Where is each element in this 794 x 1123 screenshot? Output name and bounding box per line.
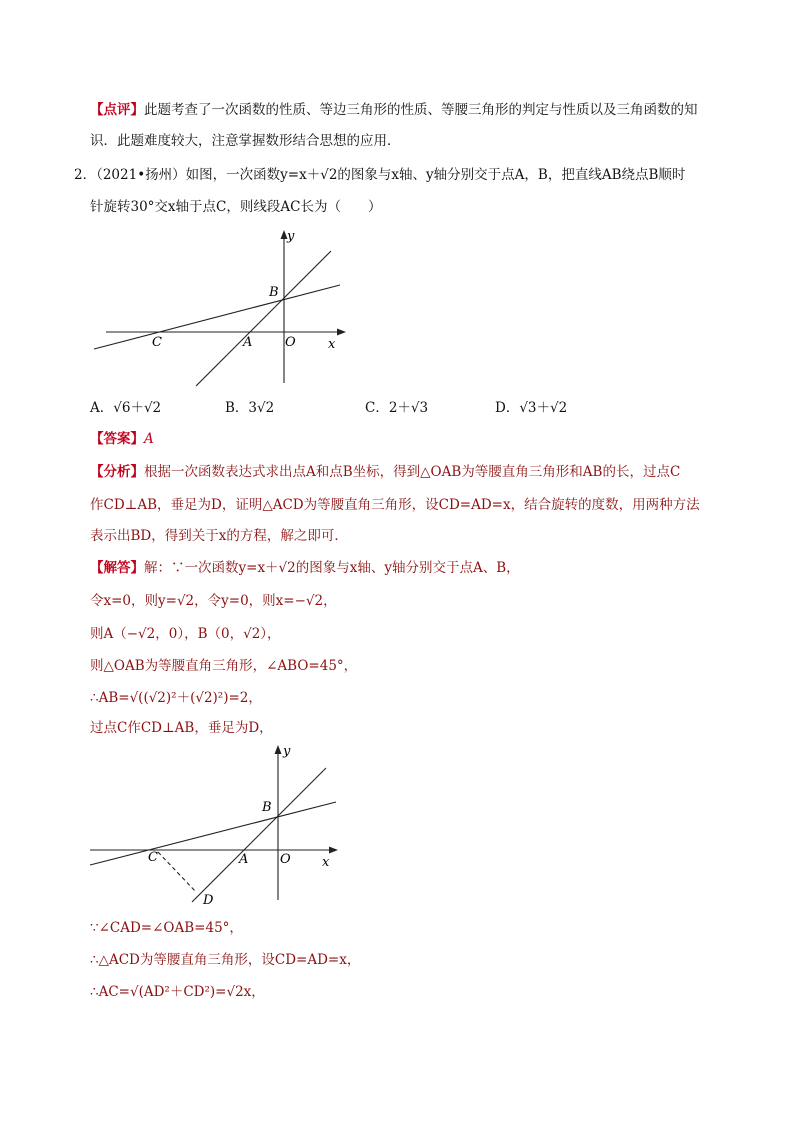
fig2-label-b: B [262, 800, 272, 815]
comment-text-1: 此题考查了一次函数的性质、等边三角形的性质、等腰三角形的判定与性质以及三角函数的知 [144, 102, 698, 118]
problem-line-2 [90, 197, 381, 217]
solution-text-9: ∴AC=√(AD²＋CD²)=√2x， [90, 984, 265, 1000]
comment-line-1 [90, 100, 698, 120]
figure-2 [86, 740, 366, 910]
solution-tag: 【解答】 [90, 560, 144, 576]
option-d[interactable] [495, 398, 567, 418]
solution-line-5 [90, 688, 262, 708]
fig1-line-cb [94, 285, 340, 349]
analysis-text-1: 根据一次函数表达式求出点A和点B坐标，得到△OAB为等腰直角三角形和AB的长，过点C [144, 464, 681, 480]
fig2-label-c: C [148, 850, 158, 865]
option-d-letter: D． [495, 400, 520, 416]
fig1-label-x: x [328, 337, 336, 352]
solution-line-1 [90, 558, 520, 578]
fig2-label-o: O [280, 852, 291, 867]
option-c[interactable] [365, 398, 428, 418]
answer-line [90, 429, 154, 449]
solution-line-9 [90, 982, 265, 1002]
fig1-label-c: C [152, 335, 162, 350]
fig1-label-o: O [285, 335, 296, 350]
option-c-value: 2＋√3 [388, 400, 429, 416]
solution-line-8 [90, 950, 360, 970]
solution-text-5: ∴AB=√((√2)²＋(√2)²)=2， [90, 690, 262, 706]
problem-number: 2． [74, 167, 97, 183]
fig2-label-a: A [239, 852, 249, 867]
analysis-text-2: 作CD⊥AB，垂足为D，证明△ACD为等腰直角三角形，设CD=AD=x，结合旋转的度数，用两种方法 [90, 497, 700, 513]
figure-1 [88, 225, 368, 395]
fig1-label-a: A [243, 335, 253, 350]
fig2-segment-cd [158, 852, 196, 892]
solution-text-1: 解：∵一次函数y=x＋√2的图象与x轴、y轴分别交于点A、B， [144, 560, 520, 576]
option-a-value: √6＋√2 [113, 400, 162, 416]
option-b-letter: B． [225, 400, 249, 416]
fig2-line-ab [192, 768, 326, 902]
fig2-line-cb [90, 802, 336, 865]
solution-line-4 [90, 656, 357, 676]
solution-text-7: ∵∠CAD=∠OAB=45°， [90, 920, 243, 936]
fig1-line-ab [196, 251, 331, 386]
fig2-label-d: D [203, 893, 214, 908]
comment-line-2 [90, 131, 401, 151]
problem-source: （2021•扬州） [96, 167, 186, 183]
analysis-tag: 【分析】 [90, 464, 144, 480]
solution-line-6 [90, 718, 273, 738]
solution-text-4: 则△OAB为等腰直角三角形，∠ABO=45°， [90, 658, 358, 674]
analysis-line-2 [90, 495, 700, 515]
problem-text-2: 针旋转30°交x轴于点C，则线段AC长为（ ） [90, 199, 382, 215]
solution-text-6: 过点C作CD⊥AB，垂足为D， [90, 720, 273, 736]
option-b-value: 3√2 [248, 400, 275, 416]
solution-text-8: ∴△ACD为等腰直角三角形，设CD=AD=x， [90, 952, 361, 968]
option-c-letter: C． [365, 400, 389, 416]
fig2-y-axis-arrow [275, 745, 282, 754]
fig2-x-axis-arrow [329, 847, 338, 854]
fig1-label-b: B [269, 285, 279, 300]
solution-line-2 [90, 591, 337, 611]
option-a[interactable] [90, 398, 161, 418]
solution-text-3: 则A（−√2，0），B（0，√2）， [90, 626, 281, 642]
comment-tag: 【点评】 [90, 102, 144, 118]
fig2-label-x: x [322, 855, 330, 870]
problem-text-1: 如图，一次函数y=x＋√2的图象与x轴、y轴分别交于点A，B，把直线AB绕点B顺时 [185, 167, 686, 183]
problem-line-1 [74, 165, 685, 185]
comment-text-2: 识．此题难度较大，注意掌握数形结合思想的应用． [90, 133, 401, 149]
option-b[interactable] [225, 398, 274, 418]
solution-line-3 [90, 624, 281, 644]
fig2-label-y: y [283, 744, 291, 759]
fig1-label-y: y [287, 229, 295, 244]
answer-tag: 【答案】 [90, 431, 144, 447]
option-a-letter: A． [90, 400, 114, 416]
solution-line-7 [90, 918, 243, 938]
analysis-text-3: 表示出BD，得到关于x的方程，解之即可． [90, 528, 348, 544]
solution-text-2: 令x=0，则y=√2，令y=0，则x=−√2， [90, 593, 337, 609]
option-d-value: √3＋√2 [519, 400, 568, 416]
analysis-line-1 [90, 462, 680, 482]
fig1-x-axis-arrow [337, 329, 346, 336]
answer-value: A [144, 431, 154, 447]
analysis-line-3 [90, 526, 348, 546]
options-row [90, 398, 610, 420]
